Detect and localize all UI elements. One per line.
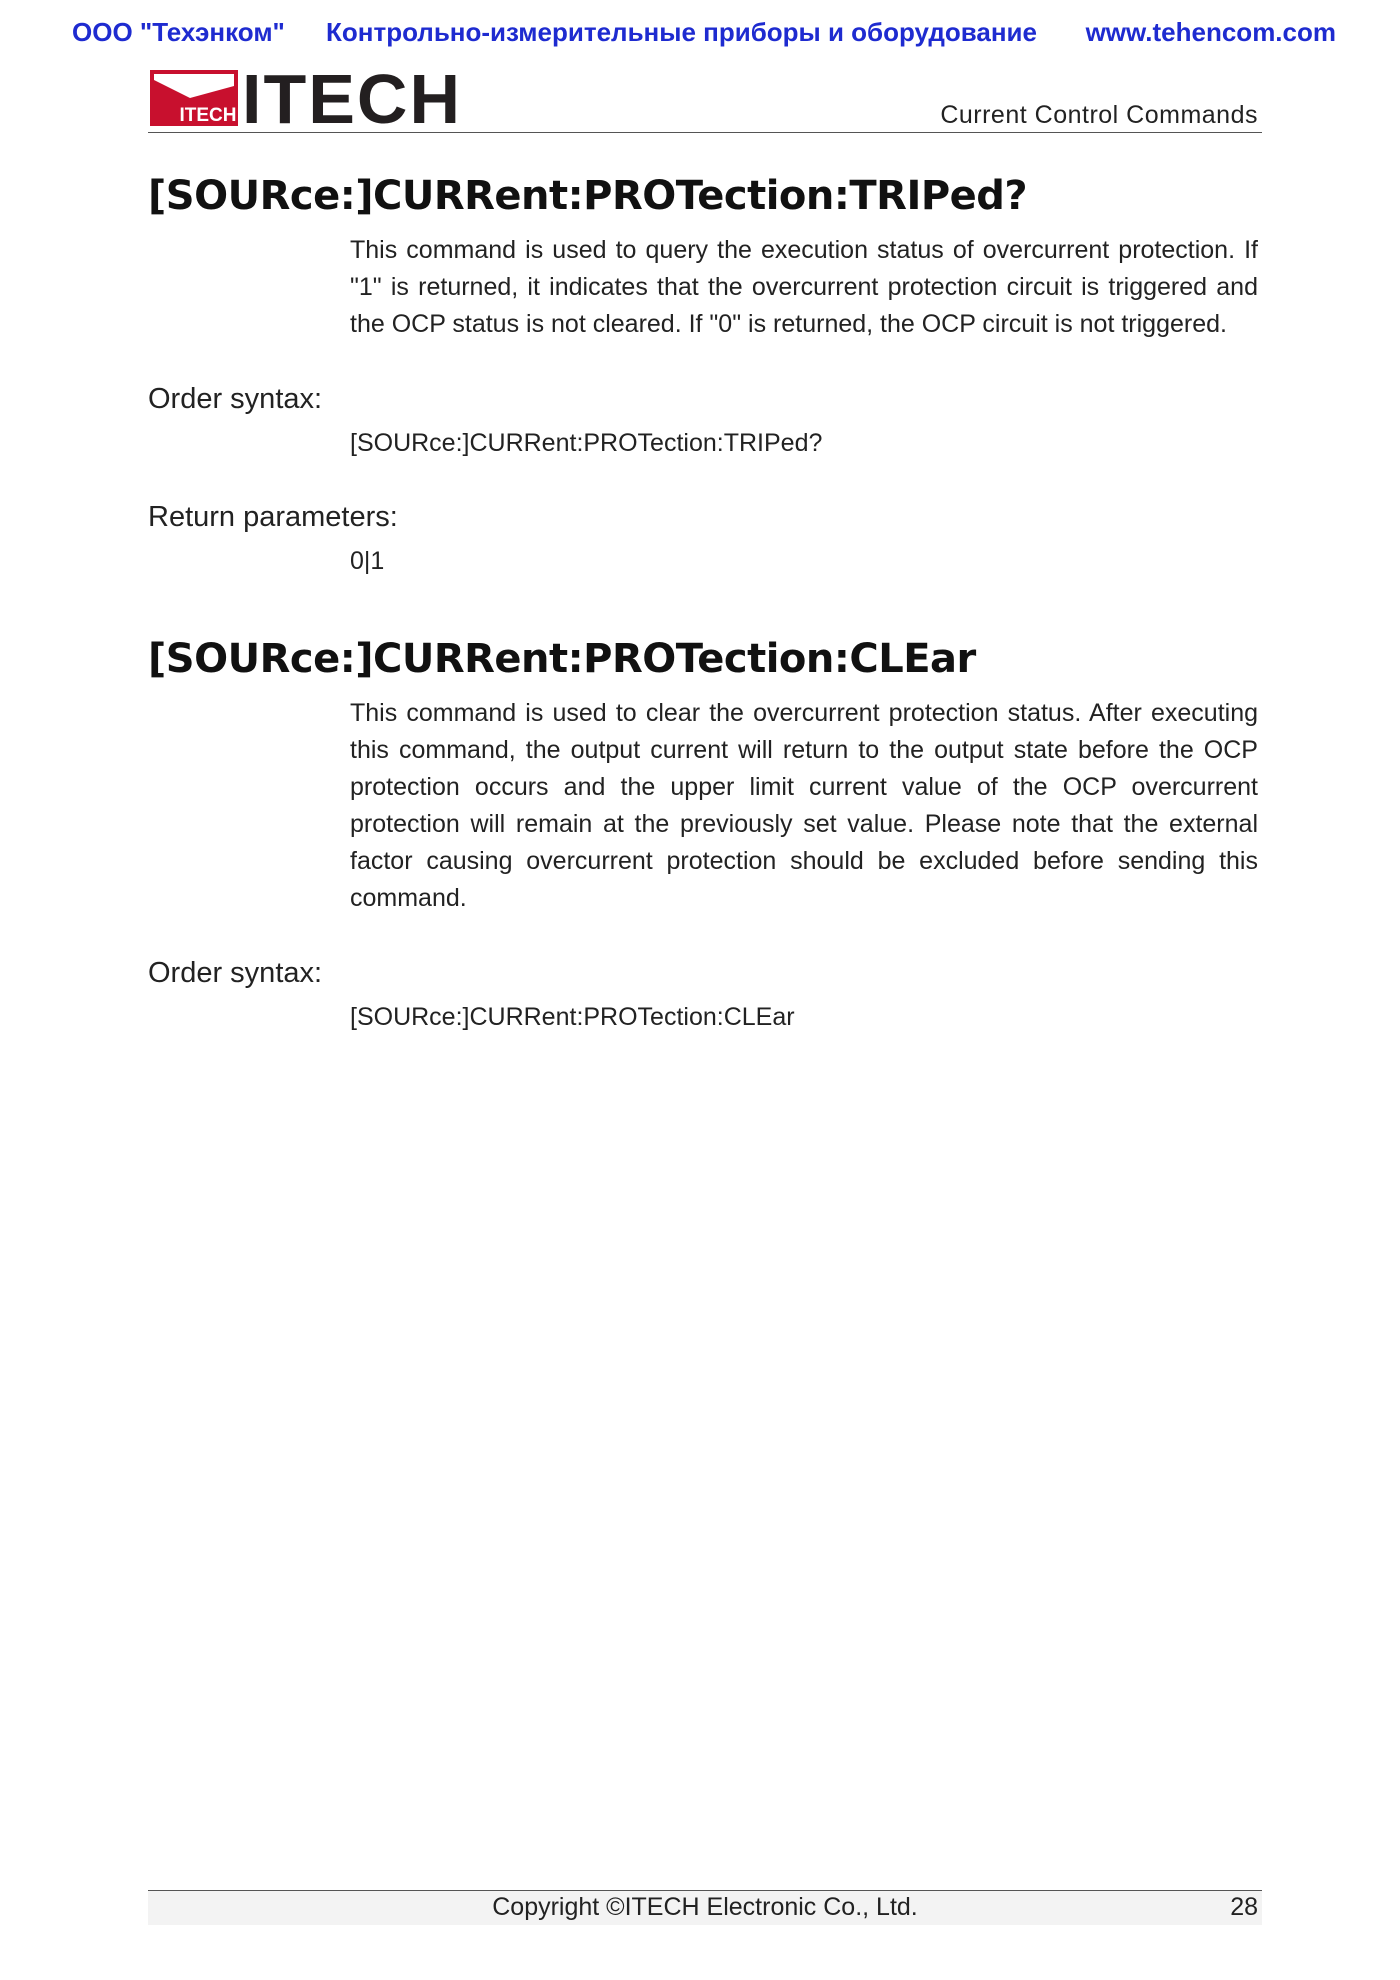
order-syntax-label: Order syntax: [148, 383, 323, 415]
itech-logo [150, 60, 462, 138]
logo-mark-text: ITECH [179, 105, 237, 126]
command-description: This command is used to clear the overcurrent protection status. After executing this command, the output current will return to the output state before the OCP protection occurs and the upper limit current value of the OCP overcurrent protection will remain at the previously set value. Please note that the external factor causing overcurrent protection should be excluded before sending this command. [350, 699, 1258, 912]
banner-tagline: Контрольно-измерительные приборы и оборудование [326, 16, 1037, 47]
logo-mark-graphic [150, 70, 238, 126]
page-header [148, 60, 1262, 138]
command-section-tripped [148, 170, 1262, 579]
page-number: 28 [1230, 1893, 1258, 1921]
distributor-banner [72, 12, 1336, 52]
order-syntax-value: [SOURce:]CURRent:PROTection:TRIPed? [350, 429, 823, 457]
itech-logo-mark-icon [150, 70, 238, 126]
command-title: [SOURce:]CURRent:PROTection:CLEar [148, 636, 976, 682]
order-syntax-label: Order syntax: [148, 957, 323, 989]
main-content [148, 170, 1262, 1035]
order-syntax-value: [SOURce:]CURRent:PROTection:CLEar [350, 1003, 795, 1031]
command-description: This command is used to query the execution status of overcurrent protection. If "1" is returned, it indicates that the overcurrent protection circuit is triggered and the OCP status is not cleared. If "0" is returned, the OCP circuit is not triggered. [350, 236, 1258, 338]
return-parameters-label: Return parameters: [148, 501, 398, 533]
footer-copyright: Copyright ©ITECH Electronic Co., Ltd. [492, 1893, 918, 1921]
header-section-title: Current Control Commands [940, 101, 1258, 129]
logo-wordmark: ITECH [242, 60, 462, 138]
banner-website-link[interactable]: www.tehencom.com [1085, 16, 1336, 47]
banner-company: ООО "Техэнком" [72, 16, 285, 47]
command-title: [SOURce:]CURRent:PROTection:TRIPed? [148, 173, 1028, 219]
command-section-clear [148, 633, 1262, 1035]
page-footer [148, 1890, 1262, 1925]
return-parameters-value: 0|1 [350, 547, 385, 575]
